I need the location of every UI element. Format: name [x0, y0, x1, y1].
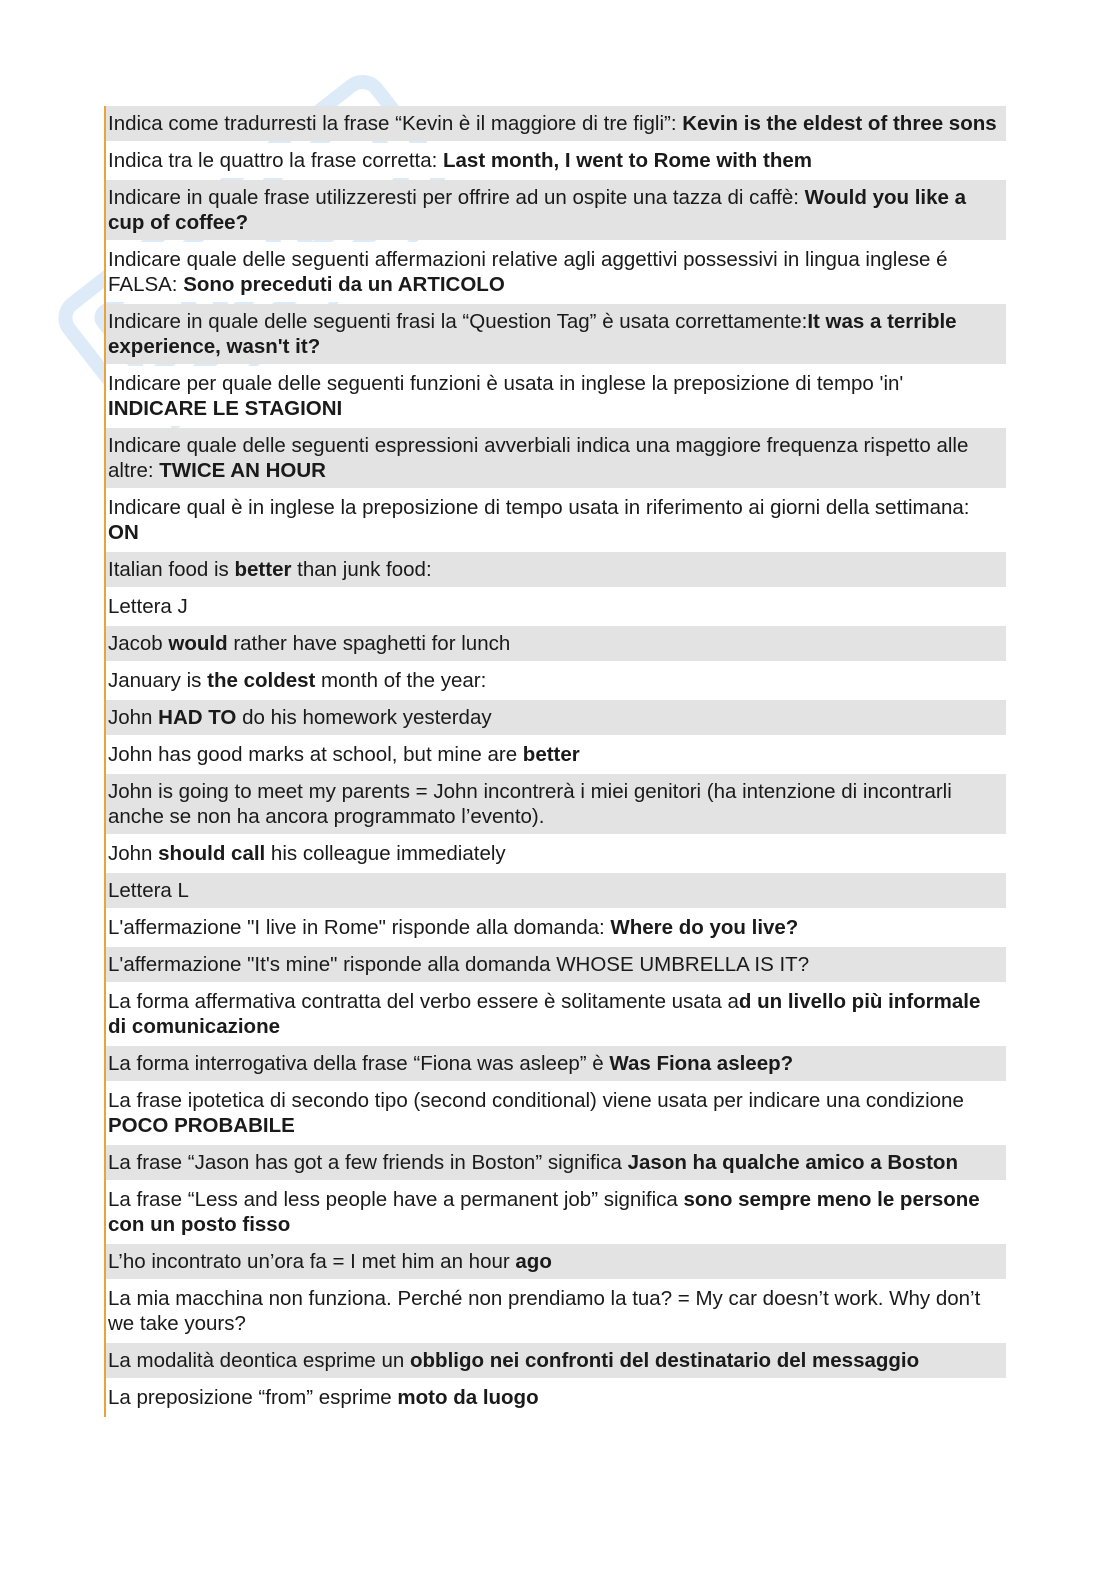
question-text: John has good marks at school, but mine are — [108, 743, 523, 766]
question-text: La frase ipotetica di secondo tipo (second conditional) viene usata per indicare una condizione — [108, 1089, 964, 1112]
question-text: John — [108, 842, 159, 865]
trailing-text: month of the year: — [315, 669, 487, 692]
qa-row — [106, 836, 1006, 871]
question-text: La frase “Jason has got a few friends in Boston” significa — [108, 1151, 628, 1174]
answer-text: Last month, I went to Rome with them — [443, 149, 812, 172]
qa-row — [106, 663, 1006, 698]
answer-text: the coldest — [207, 669, 316, 692]
answer-text: d un livello più informale di comunicazione — [108, 990, 981, 1038]
question-text: Jacob — [108, 632, 169, 655]
question-text: La frase “Less and less people have a permanent job” significa — [108, 1188, 684, 1211]
qa-row — [106, 1182, 1006, 1242]
qa-row — [106, 910, 1006, 945]
qa-row — [106, 1145, 1006, 1180]
qa-row — [106, 428, 1006, 488]
answer-text: should call — [158, 842, 266, 865]
answer-text: POCO PROBABILE — [108, 1114, 295, 1137]
qa-row — [106, 143, 1006, 178]
question-text: La forma interrogativa della frase “Fiona was asleep” è — [108, 1052, 610, 1075]
question-text: L'affermazione "It's mine" risponde alla domanda WHOSE UMBRELLA IS IT? — [108, 953, 810, 976]
qa-row — [106, 106, 1006, 141]
question-text: Indicare quale delle seguenti affermazioni relative agli aggettivi possessivi in lingua inglese é FALSA: — [108, 248, 948, 296]
answer-text: moto da luogo — [397, 1386, 539, 1409]
answer-text: would — [168, 632, 228, 655]
qa-row — [106, 1380, 1006, 1415]
answer-text: INDICARE LE STAGIONI — [108, 397, 343, 420]
question-text: Lettera L — [108, 879, 189, 902]
question-text: January is — [108, 669, 208, 692]
trailing-text: than junk food: — [291, 558, 432, 581]
trailing-text: rather have spaghetti for lunch — [227, 632, 511, 655]
answer-text: HAD TO — [158, 706, 237, 729]
qa-row — [106, 1083, 1006, 1143]
answer-text: ON — [108, 521, 139, 544]
question-text: Indica tra le quattro la frase corretta: — [108, 149, 443, 172]
answer-text: obbligo nei confronti del destinatario del messaggio — [410, 1349, 920, 1372]
qa-row — [106, 366, 1006, 426]
answer-text: Would you like a cup of coffee? — [108, 186, 967, 234]
qa-row — [106, 700, 1006, 735]
qa-row — [106, 873, 1006, 908]
question-text: John — [108, 706, 159, 729]
question-text: Indicare per quale delle seguenti funzioni è usata in inglese la preposizione di tempo 'in' — [108, 372, 904, 395]
qa-row — [106, 490, 1006, 550]
qa-row — [106, 242, 1006, 302]
qa-row — [106, 1343, 1006, 1378]
question-text: Indicare quale delle seguenti espressioni avverbiali indica una maggiore frequenza rispetto alle altre: — [108, 434, 969, 482]
qa-row — [106, 1046, 1006, 1081]
question-text: Indica come tradurresti la frase “Kevin è il maggiore di tre figli”: — [108, 112, 683, 135]
question-text: La modalità deontica esprime un — [108, 1349, 410, 1372]
question-text: La preposizione “from” esprime — [108, 1386, 398, 1409]
question-text: Indicare qual è in inglese la preposizione di tempo usata in riferimento ai giorni della settimana: — [108, 496, 970, 519]
answer-text: Sono preceduti da un ARTICOLO — [183, 273, 505, 296]
question-text: L’ho incontrato un’ora fa = I met him an hour — [108, 1250, 516, 1273]
answer-text: sono sempre meno le persone con un posto fisso — [108, 1188, 980, 1236]
answer-text: Kevin is the eldest of three sons — [682, 112, 997, 135]
answer-text: better — [234, 558, 292, 581]
answer-text: TWICE AN HOUR — [159, 459, 326, 482]
answer-text: Where do you live? — [610, 916, 799, 939]
question-text: Italian food is — [108, 558, 235, 581]
question-text: Indicare in quale delle seguenti frasi la “Question Tag” è usata correttamente: — [108, 310, 808, 333]
qa-row — [106, 737, 1006, 772]
answer-text: ago — [515, 1250, 552, 1273]
qa-list — [104, 106, 1006, 1417]
qa-row — [106, 947, 1006, 982]
answer-text: better — [522, 743, 580, 766]
answer-text: It was a terrible experience, wasn't it? — [108, 310, 957, 358]
qa-row — [106, 984, 1006, 1044]
answer-text: Jason ha qualche amico a Boston — [627, 1151, 958, 1174]
qa-row — [106, 552, 1006, 587]
qa-row — [106, 1244, 1006, 1279]
qa-row — [106, 1281, 1006, 1341]
qa-row — [106, 626, 1006, 661]
qa-row — [106, 774, 1006, 834]
question-text: John is going to meet my parents = John incontrerà i miei genitori (ha intenzione di incontrarli anche se non ha ancora programmato l’evento). — [108, 780, 952, 828]
question-text: La mia macchina non funziona. Perché non prendiamo la tua? = My car doesn’t work. Why don’t we take yours? — [108, 1287, 981, 1335]
trailing-text: his colleague immediately — [265, 842, 506, 865]
qa-row — [106, 180, 1006, 240]
answer-text: Was Fiona asleep? — [609, 1052, 794, 1075]
qa-row — [106, 304, 1006, 364]
qa-row — [106, 589, 1006, 624]
question-text: Lettera J — [108, 595, 188, 618]
question-text: La forma affermativa contratta del verbo essere è solitamente usata a — [108, 990, 739, 1013]
trailing-text: do his homework yesterday — [236, 706, 492, 729]
question-text: L'affermazione "I live in Rome" risponde alla domanda: — [108, 916, 611, 939]
question-text: Indicare in quale frase utilizzeresti per offrire ad un ospite una tazza di caffè: — [108, 186, 805, 209]
